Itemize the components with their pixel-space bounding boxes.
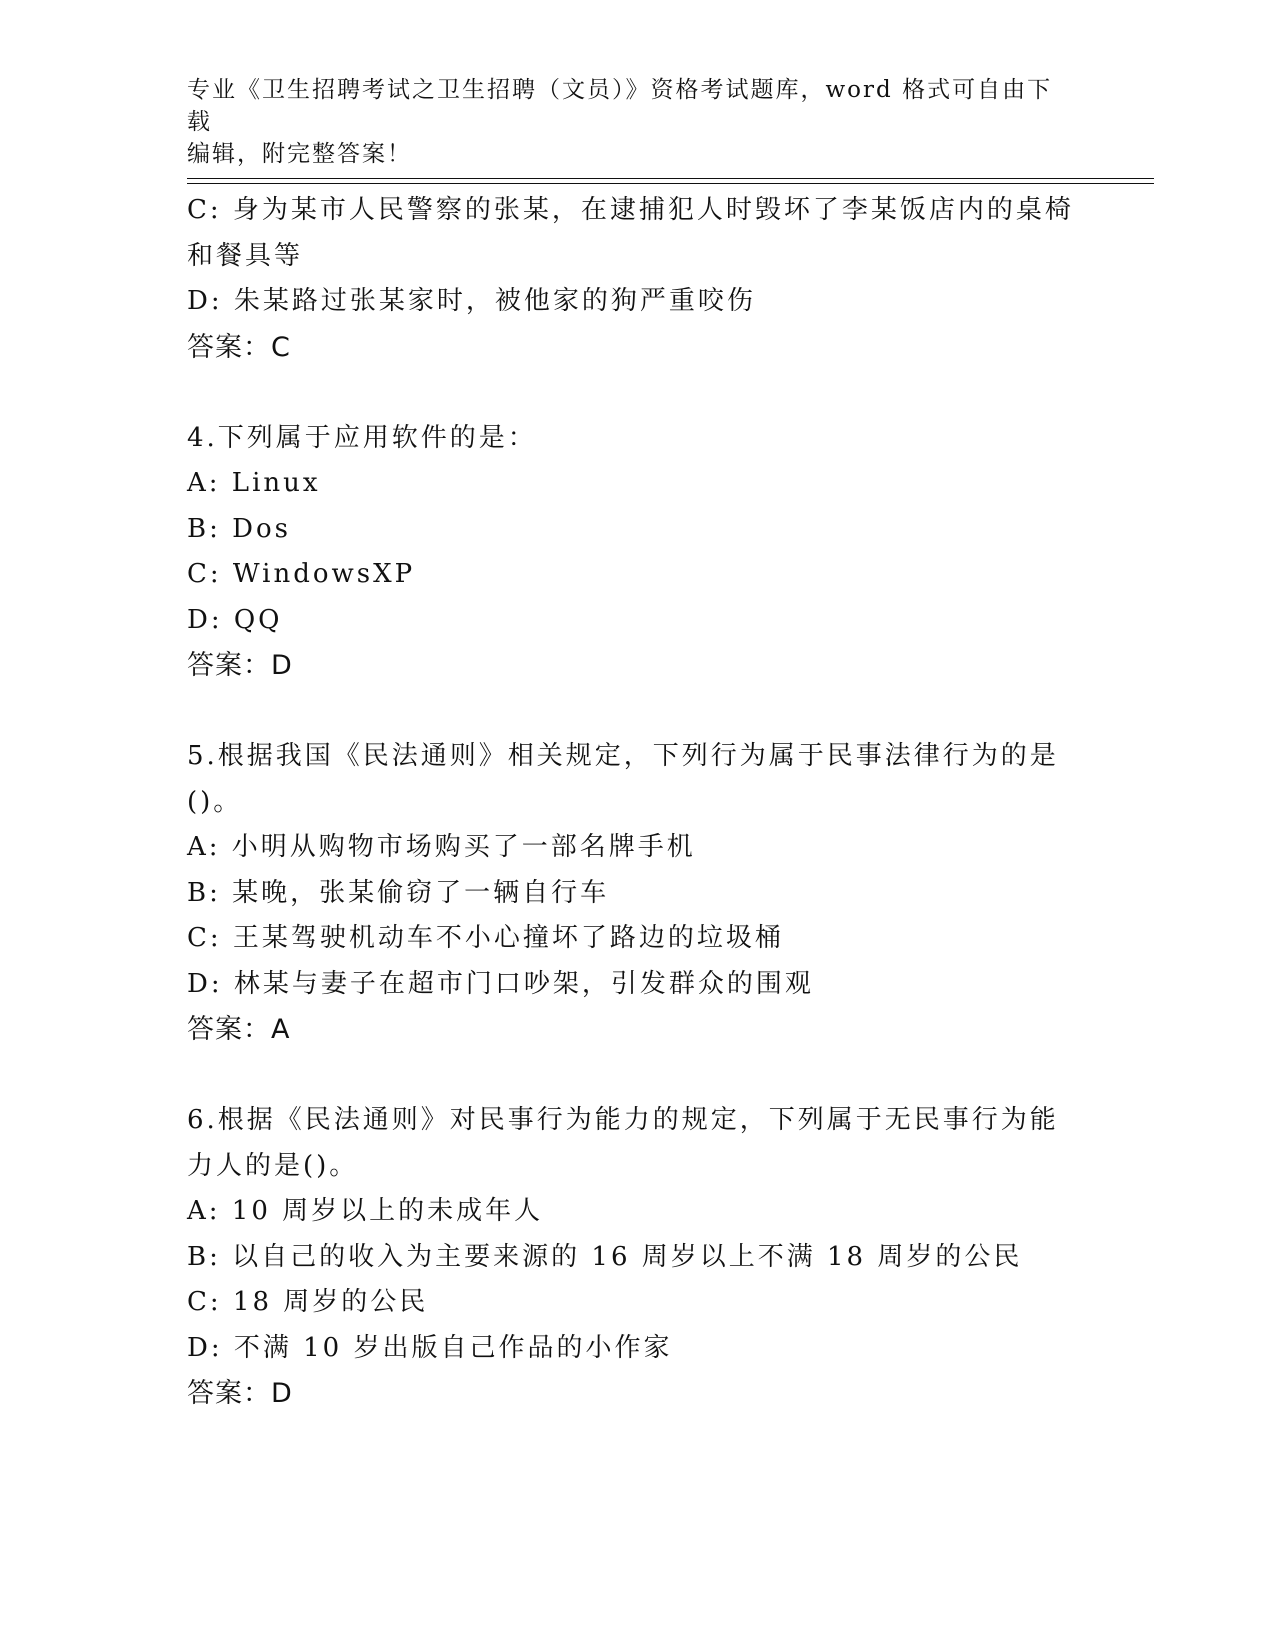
option-c: C: 18 周岁的公民 xyxy=(187,1287,429,1317)
option-d: D: 林某与妻子在超市门口吵架，引发群众的围观 xyxy=(187,968,814,999)
option-a: A: 10 周岁以上的未成年人 xyxy=(187,1196,544,1226)
option-d: D: 朱某路过张某家时，被他家的狗严重咬伤 xyxy=(187,286,756,316)
header-line-2: 编辑，附完整答案！ xyxy=(187,141,412,167)
question-stem: 4.下列属于应用软件的是： xyxy=(187,422,537,453)
header-divider-top xyxy=(187,178,1154,179)
document-header xyxy=(187,74,1067,170)
question-3-continued xyxy=(187,188,1087,370)
question-list xyxy=(187,188,1087,1417)
option-b: B: 某晚，张某偷窃了一辆自行车 xyxy=(187,877,610,908)
question-4 xyxy=(187,416,1087,689)
answer-line: 答案：D xyxy=(187,650,293,681)
question-6 xyxy=(187,1098,1087,1417)
option-a: A: Linux xyxy=(187,468,321,498)
header-line-1: 专业《卫生招聘考试之卫生招聘（文员）》资格考试题库，word 格式可自由下载 xyxy=(187,77,1053,135)
option-d: D: 不满 10 岁出版自己作品的小作家 xyxy=(187,1332,673,1363)
spacer xyxy=(187,689,1087,735)
question-stem-continued: ()。 xyxy=(187,786,243,817)
option-b: B: 以自己的收入为主要来源的 16 周岁以上不满 18 周岁的公民 xyxy=(187,1241,1023,1272)
answer-line: 答案：A xyxy=(187,1014,291,1045)
question-stem: 6.根据《民法通则》对民事行为能力的规定，下列属于无民事行为能 xyxy=(187,1105,1059,1135)
question-stem-continued: 力人的是()。 xyxy=(187,1150,359,1181)
answer-line: 答案：C xyxy=(187,331,291,363)
option-c: C: 身为某市人民警察的张某，在逮捕犯人时毁坏了李某饭店内的桌椅 xyxy=(187,195,1074,225)
header-divider-bottom xyxy=(187,183,1154,184)
answer-line: 答案：D xyxy=(187,1378,293,1409)
spacer xyxy=(187,1053,1087,1099)
question-5 xyxy=(187,734,1087,1053)
option-d: D: QQ xyxy=(187,604,283,635)
option-c: C: WindowsXP xyxy=(187,559,416,589)
option-a: A: 小明从购物市场购买了一部名牌手机 xyxy=(187,832,696,862)
spacer xyxy=(187,370,1087,416)
option-b: B: Dos xyxy=(187,513,291,544)
question-stem: 5.根据我国《民法通则》相关规定，下列行为属于民事法律行为的是 xyxy=(187,741,1059,771)
option-c-continued: 和餐具等 xyxy=(187,240,304,271)
option-c: C: 王某驾驶机动车不小心撞坏了路边的垃圾桶 xyxy=(187,923,784,953)
